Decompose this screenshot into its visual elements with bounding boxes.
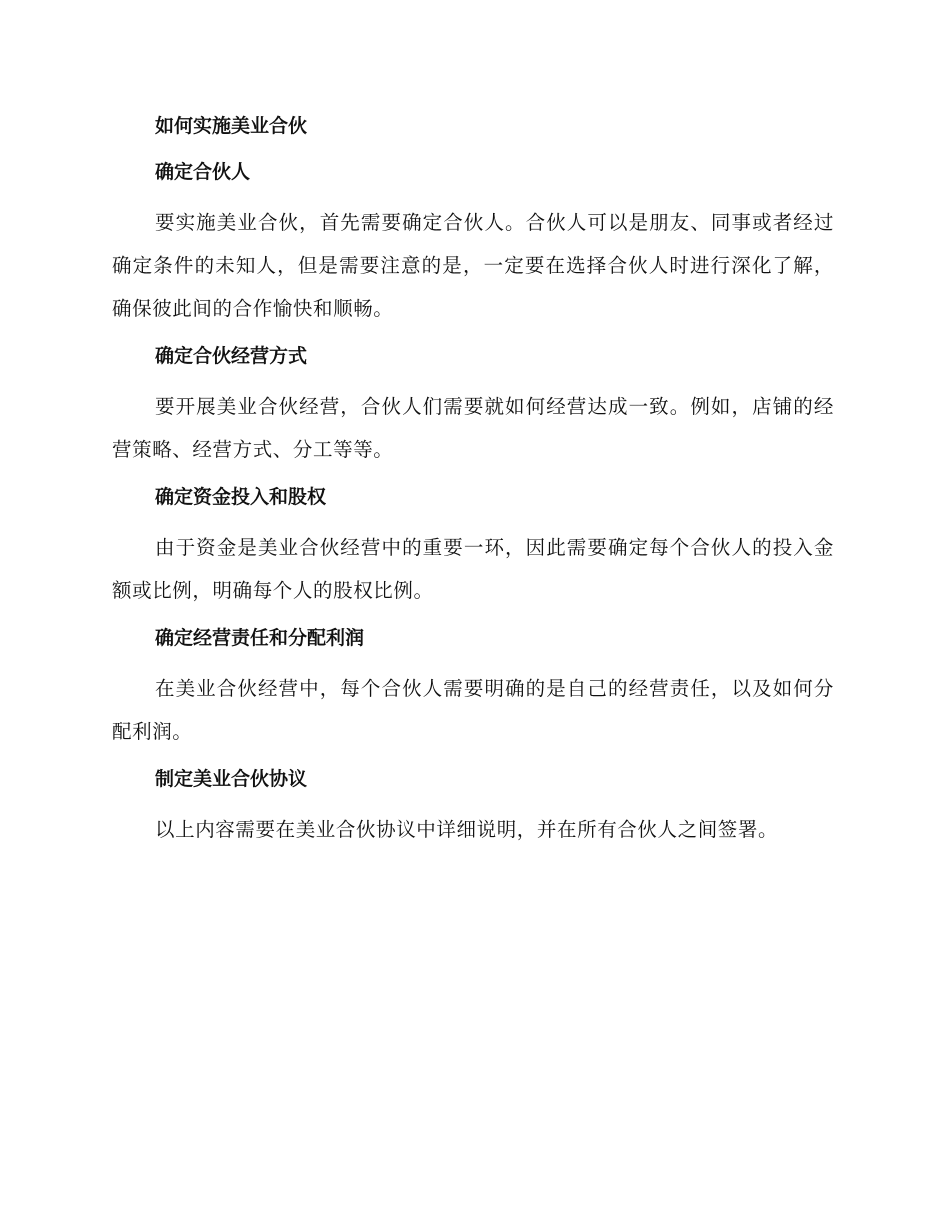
section-paragraph: 以上内容需要在美业合伙协议中详细说明，并在所有合伙人之间签署。	[155, 818, 779, 841]
section-heading: 确定合伙人	[155, 161, 251, 183]
section-heading: 确定经营责任和分配利润	[155, 627, 365, 649]
section-paragraph: 在美业合伙经营中，每个合伙人需要明确的是自己的经营责任，以及如何分配利润。	[112, 677, 834, 743]
section-paragraph: 由于资金是美业合伙经营中的重要一环，因此需要确定每个合伙人的投入金额或比例，明确每个人的股权比例。	[112, 536, 834, 602]
document-title: 如何实施美业合伙	[155, 115, 308, 137]
section-heading: 制定美业合伙协议	[155, 768, 308, 790]
section-heading: 确定资金投入和股权	[155, 486, 327, 508]
document-body	[112, 112, 834, 851]
section-paragraph: 要开展美业合伙经营，合伙人们需要就如何经营达成一致。例如，店铺的经营策略、经营方式、分工等等。	[112, 395, 834, 461]
section-heading: 确定合伙经营方式	[155, 345, 308, 367]
section-paragraph: 要实施美业合伙，首先需要确定合伙人。合伙人可以是朋友、同事或者经过确定条件的未知人，但是需要注意的是，一定要在选择合伙人时进行深化了解，确保彼此间的合作愉快和顺畅。	[112, 211, 834, 320]
